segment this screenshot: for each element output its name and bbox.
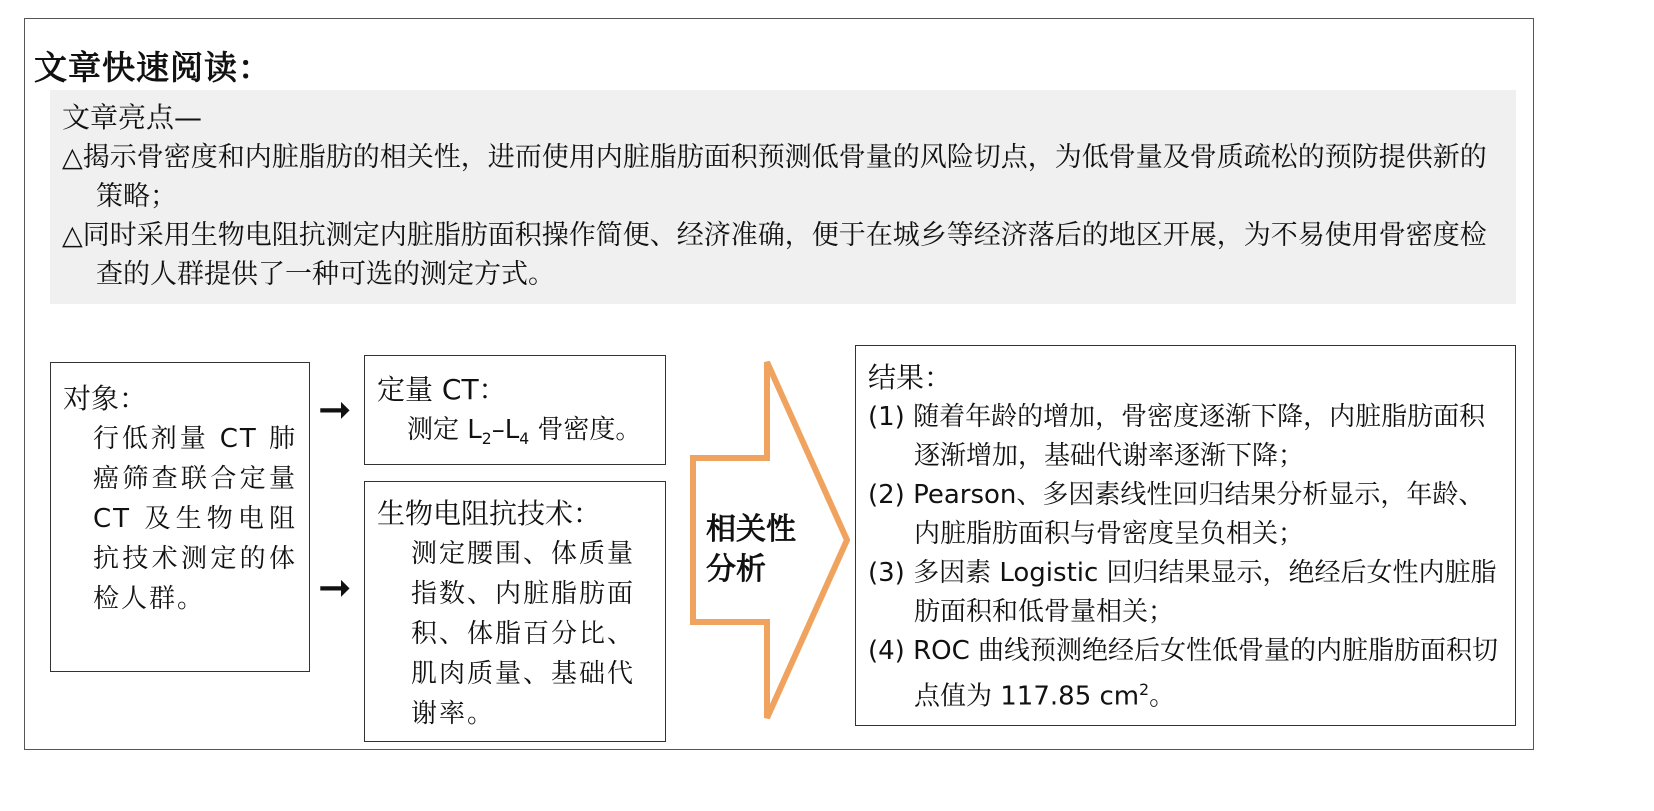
bio-title: 生物电阻抗技术： [377, 497, 602, 530]
subject-body: 行低剂量 CT 肺癌筛查联合定量 CT 及生物电阻抗技术测定的体检人群。 [93, 424, 297, 614]
ct-title: 定量 CT： [377, 373, 507, 406]
bio-body: 测定腰围、体质量指数、内脏脂肪面积、体脂百分比、肌肉质量、基础代谢率。 [411, 539, 636, 729]
highlight-item: △揭示骨密度和内脏脂肪的相关性，进而使用内脏脂肪面积预测低骨量的风险切点，为低骨量及骨质疏松的预防提供新的策略； [62, 142, 1487, 212]
highlights-panel [50, 90, 1516, 304]
right-arrow-icon: ➞ [318, 387, 352, 433]
bioimpedance-box [364, 481, 666, 742]
highlights-title: 文章亮点— [62, 101, 203, 134]
analysis-label: 相关性 分析 [706, 512, 796, 587]
results-box [855, 345, 1516, 726]
ct-body: 测定 $L_2-L_4$ 骨密度。 [407, 415, 642, 449]
highlight-item: △同时采用生物电阻抗测定内脏脂肪面积操作简便、经济准确，便于在城乡等经济落后的地区开展，为不易使用骨密度检查的人群提供了一种可选的测定方式。 [62, 220, 1487, 290]
page-title: 文章快速阅读： [34, 48, 272, 87]
quantitative-ct-box [364, 355, 666, 465]
result-item: (3) 多因素 Logistic 回归结果显示，绝经后女性内脏脂肪面积和低骨量相关； [868, 558, 1497, 627]
results-title: 结果： [868, 361, 953, 394]
subject-title: 对象： [63, 382, 148, 415]
subject-box [50, 362, 310, 672]
result-item: (2) Pearson、多因素线性回归结果分析显示，年龄、内脏脂肪面积与骨密度呈负相关； [868, 480, 1485, 549]
right-arrow-icon: ➞ [318, 565, 352, 611]
result-item: (1) 随着年龄的增加，骨密度逐渐下降，内脏脂肪面积逐渐增加，基础代谢率逐渐下降； [868, 402, 1486, 471]
result-item: (4) ROC 曲线预测绝经后女性低骨量的内脏脂肪面积切点值为 117.85 $cm^2$。 [868, 636, 1499, 712]
